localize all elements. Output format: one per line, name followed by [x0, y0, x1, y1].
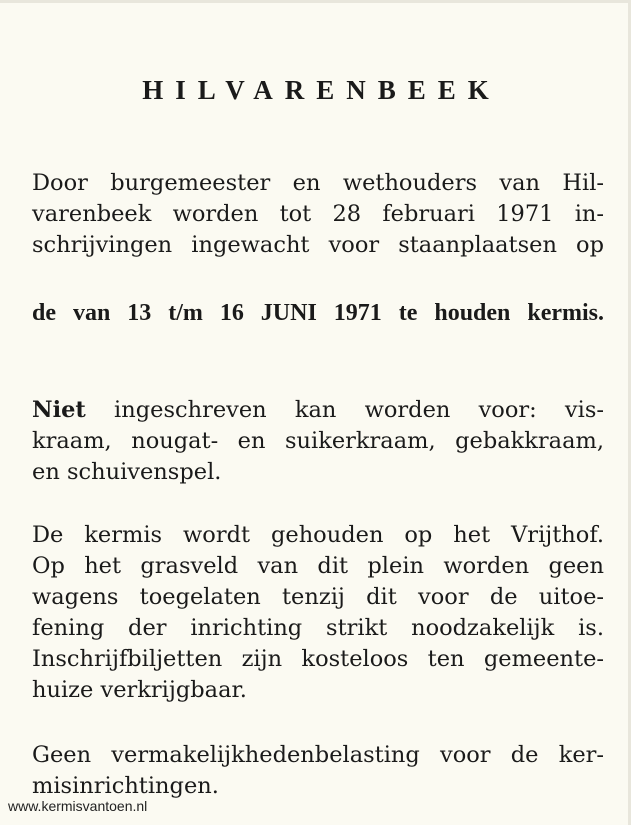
location-line-1: De kermis wordt gehouden op het Vrijthof.	[32, 522, 604, 548]
tax-line-2: misinrichtingen.	[32, 773, 219, 799]
location-line-3: wagens toegelaten tenzij dit voor de uitoe-	[32, 584, 604, 610]
intro-line-2: varenbeek worden tot 28 februari 1971 in-	[32, 201, 604, 227]
event-dates-line: de van 13 t/m 16 JUNI 1971 te houden kermis.	[32, 300, 604, 326]
tax-line-1: Geen vermakelijkhedenbelasting voor de ker-	[32, 742, 604, 768]
exclusions-paragraph	[32, 395, 604, 488]
intro-line-3: schrijvingen ingewacht voor staanplaatsen op	[32, 232, 604, 258]
exclusions-line-1-rest: ingeschreven kan worden voor: vis-	[85, 397, 604, 423]
location-line-4: fening der inrichting strikt noodzakelijk is.	[32, 615, 604, 641]
page-edge-top	[0, 0, 631, 3]
intro-paragraph	[32, 168, 604, 261]
intro-line-1: Door burgemeester en wethouders van Hil-	[32, 170, 604, 196]
location-paragraph	[32, 520, 604, 706]
document-title: HILVARENBEEK	[142, 75, 501, 105]
website-watermark: www.kermisvantoen.nl	[8, 798, 148, 814]
location-line-5: Inschrijfbiljetten zijn kosteloos ten gemeente-	[32, 646, 604, 672]
location-line-2: Op het grasveld van dit plein worden geen	[32, 553, 604, 579]
niet-emphasis: Niet	[32, 397, 86, 423]
tax-paragraph	[32, 740, 604, 802]
exclusions-line-2: kraam, nougat- en suikerkraam, gebakkraam,	[32, 428, 604, 454]
exclusions-line-1	[32, 395, 604, 426]
event-dates-paragraph	[32, 298, 604, 329]
exclusions-line-3: en schuivenspel.	[32, 459, 222, 485]
location-line-6: huize verkrijgbaar.	[32, 677, 247, 703]
